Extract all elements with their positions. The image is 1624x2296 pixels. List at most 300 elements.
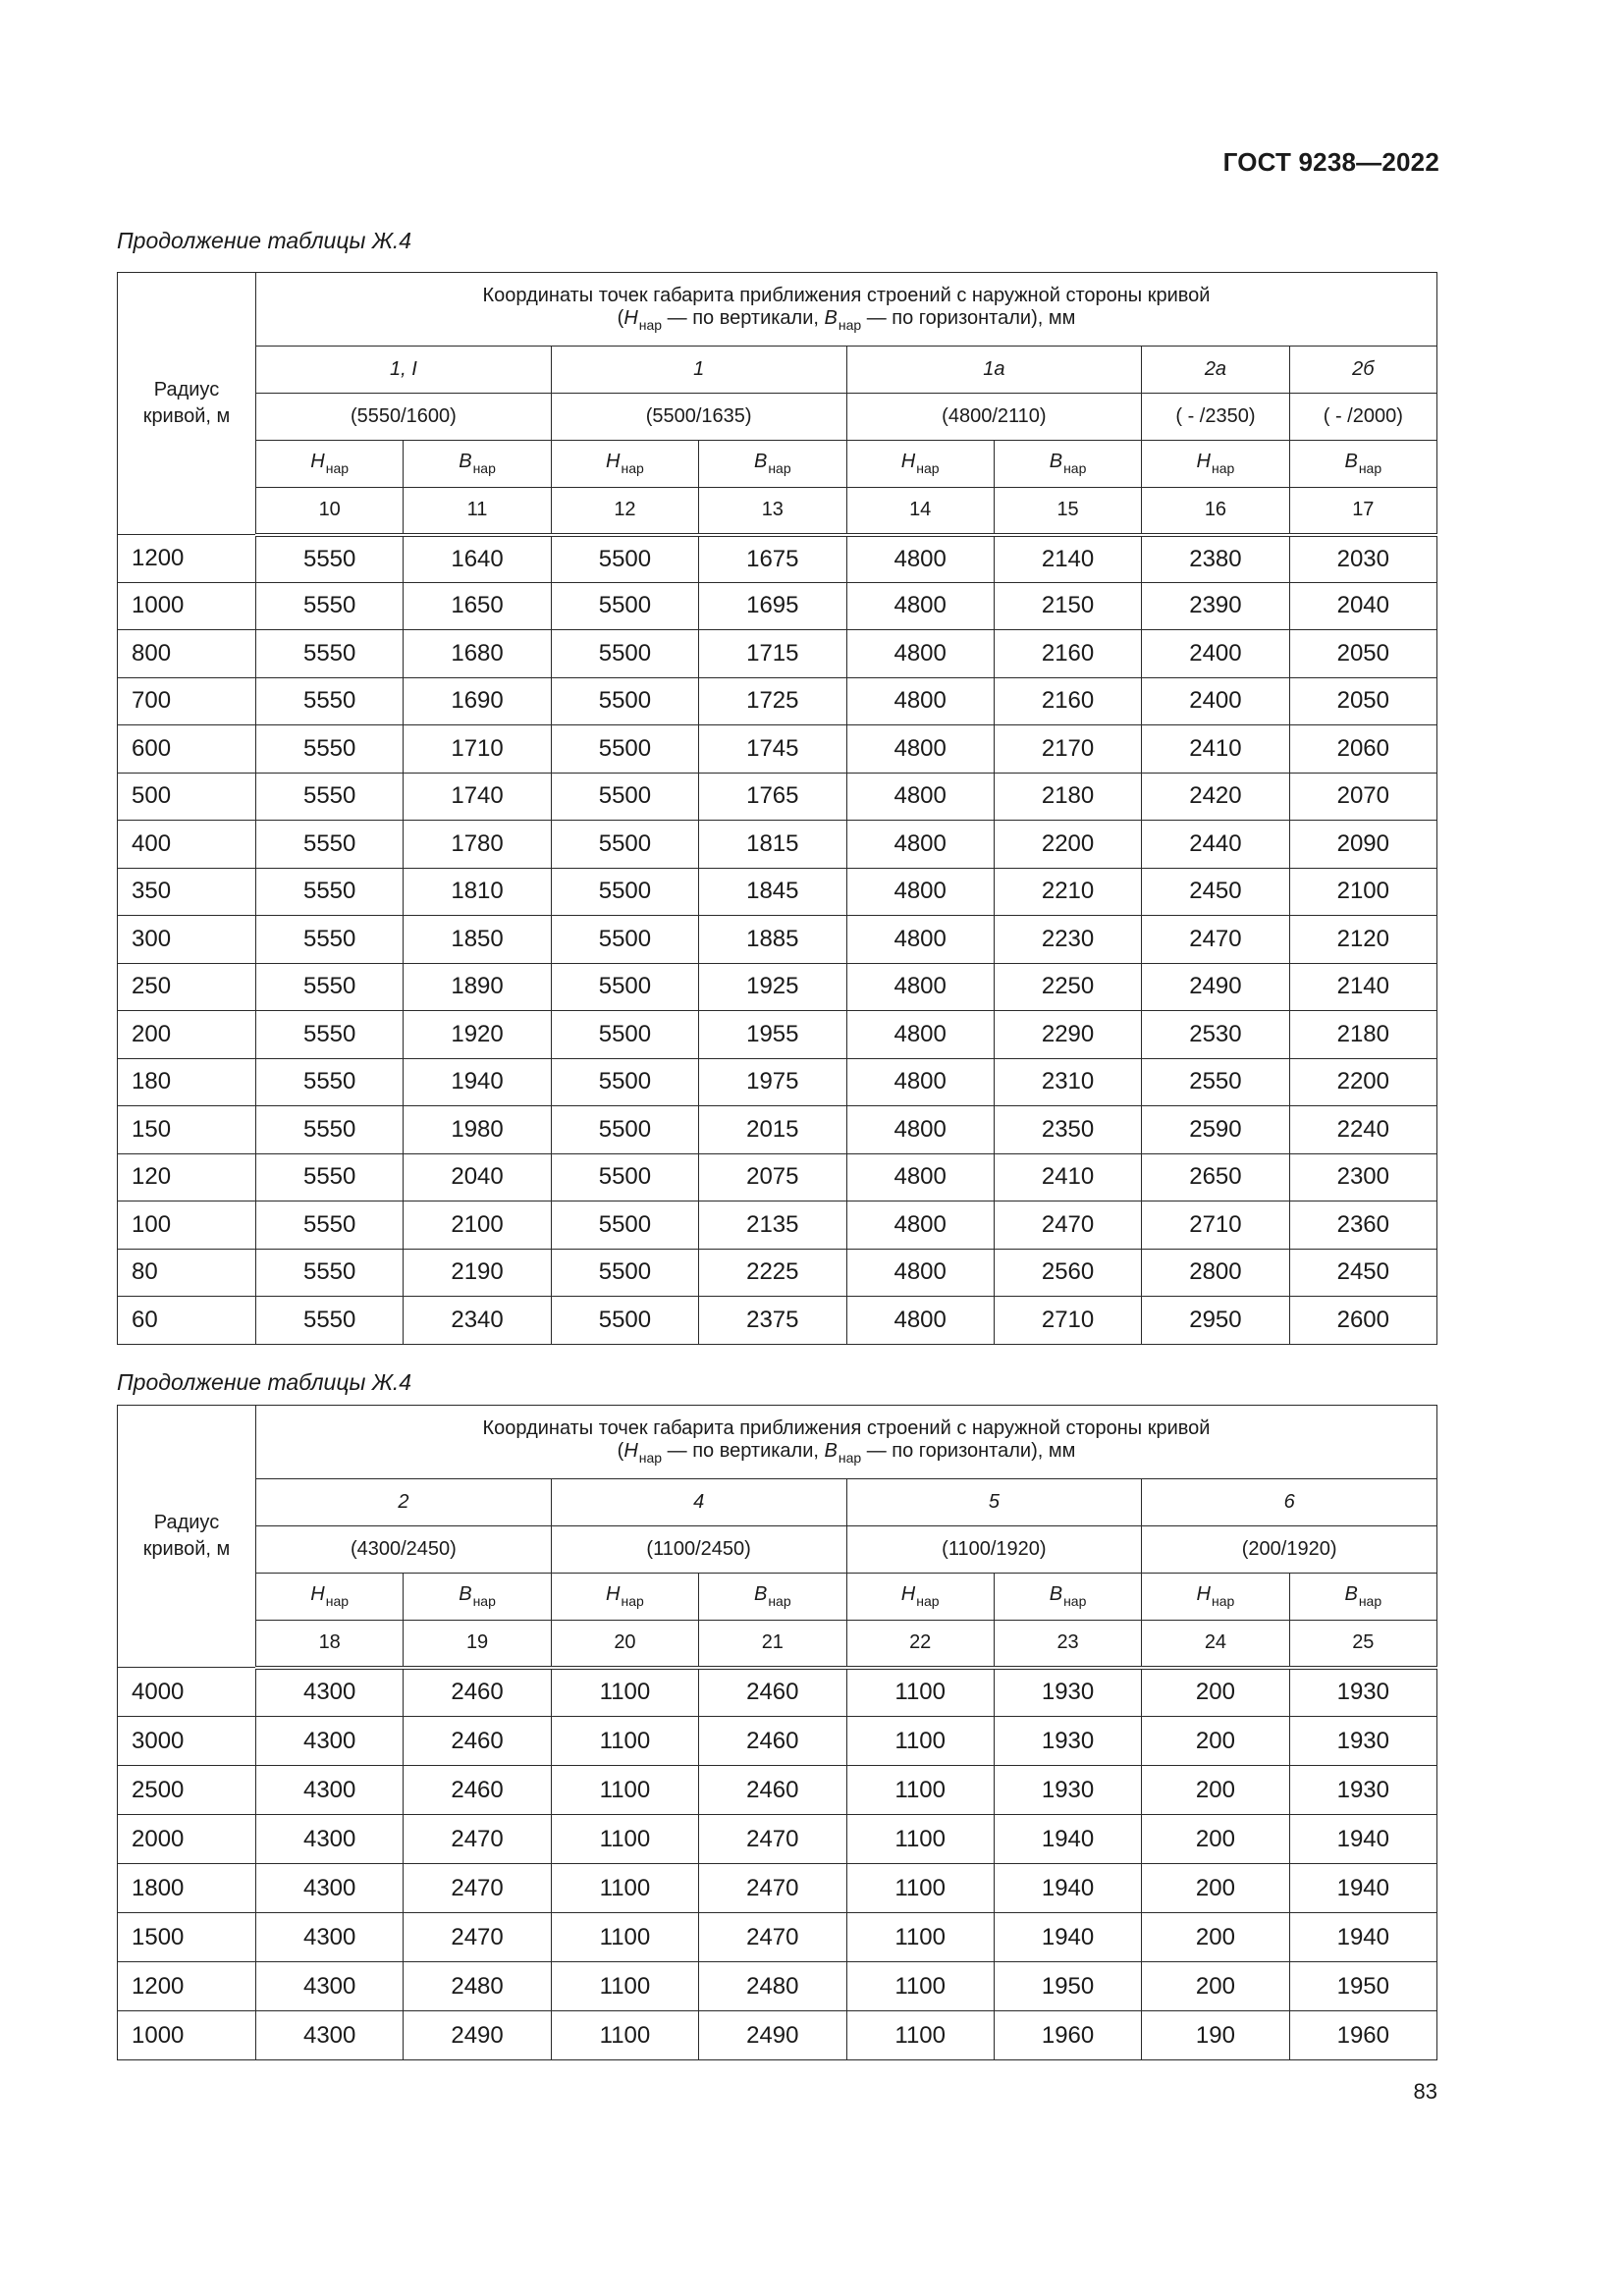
value-cell: 1930 xyxy=(994,1717,1141,1766)
value-cell: 2040 xyxy=(404,1153,551,1201)
title-end: — по горизонтали), мм xyxy=(861,307,1076,330)
page-number: 83 xyxy=(1413,2079,1437,2104)
value-cell: 2470 xyxy=(1142,916,1289,964)
table-row xyxy=(118,1766,1437,1815)
column-number: 21 xyxy=(699,1621,846,1668)
value-cell: 5500 xyxy=(551,1249,698,1297)
value-cell: 5550 xyxy=(256,1153,404,1201)
table-row xyxy=(118,1106,1437,1154)
value-cell: 2170 xyxy=(994,725,1141,774)
radius-cell: 400 xyxy=(118,821,256,869)
value-cell: 4800 xyxy=(846,535,994,583)
gauge-table-2 xyxy=(117,1405,1437,2060)
coordinate-symbol xyxy=(1289,1574,1436,1621)
value-cell: 5500 xyxy=(551,1153,698,1201)
value-cell: 1100 xyxy=(551,1668,698,1717)
group-label: 1 xyxy=(551,347,846,394)
table-row xyxy=(118,821,1437,869)
value-cell: 5500 xyxy=(551,916,698,964)
value-cell: 1930 xyxy=(994,1668,1141,1717)
title-mid: — по вертикали, xyxy=(662,1440,825,1463)
group-label: 1а xyxy=(846,347,1142,394)
symbol-subscript: нар xyxy=(1358,1593,1382,1610)
table-row xyxy=(118,1864,1437,1913)
radius-cell: 700 xyxy=(118,677,256,725)
value-cell: 200 xyxy=(1142,1766,1289,1815)
b-subscript: нар xyxy=(838,1450,862,1467)
coordinates-header xyxy=(256,273,1437,347)
symbol-letter: B xyxy=(1049,1583,1063,1606)
coordinate-symbol xyxy=(846,441,994,488)
coordinate-symbol xyxy=(994,1574,1141,1621)
symbol-subscript: нар xyxy=(916,460,940,477)
value-cell: 5550 xyxy=(256,1011,404,1059)
radius-label-line1: Радиус xyxy=(153,1512,220,1533)
column-number: 11 xyxy=(404,488,551,535)
b-subscript: нар xyxy=(838,317,862,334)
value-cell: 4800 xyxy=(846,1249,994,1297)
group-value: (200/1920) xyxy=(1142,1526,1437,1574)
value-cell: 2050 xyxy=(1289,630,1436,678)
value-cell: 2070 xyxy=(1289,773,1436,821)
table-row xyxy=(118,868,1437,916)
value-cell: 2650 xyxy=(1142,1153,1289,1201)
table-row xyxy=(118,1962,1437,2011)
value-cell: 2490 xyxy=(699,2011,846,2060)
value-cell: 200 xyxy=(1142,1815,1289,1864)
column-number: 16 xyxy=(1142,488,1289,535)
table-2-caption: Продолжение таблицы Ж.4 xyxy=(117,1369,412,1395)
table-2-body xyxy=(118,1668,1437,2060)
symbol-subscript: нар xyxy=(325,1593,350,1610)
value-cell: 4800 xyxy=(846,963,994,1011)
value-cell: 4800 xyxy=(846,916,994,964)
value-cell: 200 xyxy=(1142,1962,1289,2011)
value-cell: 4300 xyxy=(256,1668,404,1717)
value-cell: 2290 xyxy=(994,1011,1141,1059)
value-cell: 1100 xyxy=(846,2011,994,2060)
coordinate-symbol xyxy=(551,441,698,488)
value-cell: 1960 xyxy=(1289,2011,1436,2060)
value-cell: 2380 xyxy=(1142,535,1289,583)
group-value: (5500/1635) xyxy=(551,394,846,441)
radius-cell: 100 xyxy=(118,1201,256,1250)
value-cell: 2180 xyxy=(994,773,1141,821)
value-cell: 1650 xyxy=(404,582,551,630)
radius-label-line2: кривой, м xyxy=(142,1538,231,1560)
value-cell: 1725 xyxy=(699,677,846,725)
value-cell: 1100 xyxy=(551,1913,698,1962)
table-row xyxy=(118,1913,1437,1962)
coordinate-symbol xyxy=(1142,441,1289,488)
value-cell: 2470 xyxy=(699,1815,846,1864)
value-cell: 2160 xyxy=(994,630,1141,678)
value-cell: 2460 xyxy=(699,1766,846,1815)
group-label: 2б xyxy=(1289,347,1436,394)
value-cell: 2710 xyxy=(1142,1201,1289,1250)
coordinate-symbol xyxy=(551,1574,698,1621)
column-number: 17 xyxy=(1289,488,1436,535)
value-cell: 2140 xyxy=(1289,963,1436,1011)
value-cell: 2710 xyxy=(994,1297,1141,1345)
radius-cell: 4000 xyxy=(118,1668,256,1717)
radius-label-line1: Радиус xyxy=(153,379,220,400)
symbol-letter: B xyxy=(1049,451,1063,473)
value-cell: 1940 xyxy=(1289,1864,1436,1913)
value-cell: 2375 xyxy=(699,1297,846,1345)
value-cell: 2470 xyxy=(994,1201,1141,1250)
value-cell: 5550 xyxy=(256,582,404,630)
group-label: 2а xyxy=(1142,347,1289,394)
value-cell: 1100 xyxy=(846,1962,994,2011)
value-cell: 5550 xyxy=(256,535,404,583)
radius-column-header xyxy=(118,1406,256,1668)
coordinate-symbol xyxy=(256,441,404,488)
value-cell: 1940 xyxy=(1289,1913,1436,1962)
value-cell: 1100 xyxy=(551,1864,698,1913)
value-cell: 2460 xyxy=(404,1668,551,1717)
symbol-subscript: нар xyxy=(768,1593,791,1610)
value-cell: 2490 xyxy=(1142,963,1289,1011)
value-cell: 1930 xyxy=(1289,1717,1436,1766)
value-cell: 1815 xyxy=(699,821,846,869)
symbol-letter: B xyxy=(1344,1583,1358,1606)
group-label: 6 xyxy=(1142,1479,1437,1526)
h-symbol: H xyxy=(623,307,638,330)
group-label: 1, I xyxy=(256,347,552,394)
radius-cell: 2000 xyxy=(118,1815,256,1864)
value-cell: 4800 xyxy=(846,677,994,725)
value-cell: 1845 xyxy=(699,868,846,916)
value-cell: 1765 xyxy=(699,773,846,821)
value-cell: 2100 xyxy=(1289,868,1436,916)
value-cell: 1680 xyxy=(404,630,551,678)
radius-cell: 1200 xyxy=(118,1962,256,2011)
value-cell: 2390 xyxy=(1142,582,1289,630)
value-cell: 2250 xyxy=(994,963,1141,1011)
symbol-letter: H xyxy=(1196,451,1211,473)
value-cell: 5550 xyxy=(256,868,404,916)
value-cell: 1100 xyxy=(846,1766,994,1815)
coordinate-symbol xyxy=(994,441,1141,488)
value-cell: 2450 xyxy=(1289,1249,1436,1297)
value-cell: 1850 xyxy=(404,916,551,964)
group-value: (1100/1920) xyxy=(846,1526,1142,1574)
table-row xyxy=(118,1249,1437,1297)
value-cell: 5550 xyxy=(256,1297,404,1345)
value-cell: 5550 xyxy=(256,1106,404,1154)
symbol-letter: H xyxy=(900,1583,916,1606)
group-row xyxy=(118,347,1437,394)
symbol-letter: B xyxy=(753,451,768,473)
value-cell: 1740 xyxy=(404,773,551,821)
value-cell: 1100 xyxy=(551,1766,698,1815)
symbol-subscript: нар xyxy=(1212,460,1235,477)
table-row xyxy=(118,1201,1437,1250)
value-cell: 5550 xyxy=(256,725,404,774)
value-cell: 5550 xyxy=(256,773,404,821)
value-cell: 5500 xyxy=(551,1106,698,1154)
group-value: (4800/2110) xyxy=(846,394,1142,441)
value-cell: 2800 xyxy=(1142,1249,1289,1297)
radius-cell: 500 xyxy=(118,773,256,821)
value-cell: 1950 xyxy=(1289,1962,1436,2011)
group-value: (4300/2450) xyxy=(256,1526,552,1574)
value-cell: 1950 xyxy=(994,1962,1141,2011)
symbol-letter: H xyxy=(606,451,621,473)
coordinates-header xyxy=(256,1406,1437,1479)
value-cell: 4800 xyxy=(846,821,994,869)
h-subscript: нар xyxy=(638,1450,663,1467)
value-cell: 5500 xyxy=(551,868,698,916)
column-number: 22 xyxy=(846,1621,994,1668)
value-cell: 5550 xyxy=(256,1058,404,1106)
value-cell: 4300 xyxy=(256,1815,404,1864)
value-cell: 2180 xyxy=(1289,1011,1436,1059)
value-cell: 1100 xyxy=(551,1962,698,2011)
value-cell: 1955 xyxy=(699,1011,846,1059)
coordinate-symbol xyxy=(256,1574,404,1621)
value-cell: 2350 xyxy=(994,1106,1141,1154)
value-cell: 5500 xyxy=(551,773,698,821)
table-row xyxy=(118,535,1437,583)
coordinates-title-line2 xyxy=(256,307,1436,333)
column-number: 25 xyxy=(1289,1621,1436,1668)
value-cell: 5500 xyxy=(551,963,698,1011)
table-row xyxy=(118,1717,1437,1766)
value-cell: 1100 xyxy=(551,1815,698,1864)
value-cell: 4800 xyxy=(846,1153,994,1201)
group-row xyxy=(118,1479,1437,1526)
value-cell: 1675 xyxy=(699,535,846,583)
value-cell: 5550 xyxy=(256,1249,404,1297)
radius-cell: 2500 xyxy=(118,1766,256,1815)
column-number: 24 xyxy=(1142,1621,1289,1668)
radius-cell: 1800 xyxy=(118,1864,256,1913)
value-cell: 1715 xyxy=(699,630,846,678)
group-value: ( - /2350) xyxy=(1142,394,1289,441)
coordinate-symbol xyxy=(404,441,551,488)
column-numbers-row xyxy=(118,488,1437,535)
value-cell: 2410 xyxy=(1142,725,1289,774)
radius-cell: 200 xyxy=(118,1011,256,1059)
value-cell: 1920 xyxy=(404,1011,551,1059)
value-cell: 4800 xyxy=(846,1011,994,1059)
value-cell: 1695 xyxy=(699,582,846,630)
value-cell: 2190 xyxy=(404,1249,551,1297)
value-cell: 2480 xyxy=(404,1962,551,2011)
value-cell: 2230 xyxy=(994,916,1141,964)
value-cell: 2460 xyxy=(699,1668,846,1717)
value-cell: 2040 xyxy=(1289,582,1436,630)
radius-cell: 80 xyxy=(118,1249,256,1297)
value-cell: 1930 xyxy=(1289,1668,1436,1717)
value-cell: 2490 xyxy=(404,2011,551,2060)
value-cell: 1940 xyxy=(994,1815,1141,1864)
value-cell: 2530 xyxy=(1142,1011,1289,1059)
value-cell: 2480 xyxy=(699,1962,846,2011)
value-cell: 2140 xyxy=(994,535,1141,583)
value-cell: 5500 xyxy=(551,535,698,583)
value-cell: 2210 xyxy=(994,868,1141,916)
table-row xyxy=(118,1058,1437,1106)
value-cell: 2420 xyxy=(1142,773,1289,821)
value-cell: 2470 xyxy=(404,1864,551,1913)
symbol-letter: H xyxy=(606,1583,621,1606)
table-row xyxy=(118,1011,1437,1059)
table-row xyxy=(118,1815,1437,1864)
radius-cell: 600 xyxy=(118,725,256,774)
symbol-subscript: нар xyxy=(768,460,791,477)
value-cell: 2460 xyxy=(404,1766,551,1815)
b-symbol: B xyxy=(824,1440,838,1463)
symbol-subscript: нар xyxy=(1063,1593,1087,1610)
symbol-subscript: нар xyxy=(472,460,496,477)
value-cell: 1930 xyxy=(1289,1766,1436,1815)
value-cell: 4300 xyxy=(256,1864,404,1913)
title-end: — по горизонтали), мм xyxy=(861,1440,1076,1463)
value-cell: 2310 xyxy=(994,1058,1141,1106)
value-cell: 2470 xyxy=(699,1913,846,1962)
symbols-row xyxy=(118,441,1437,488)
value-cell: 5550 xyxy=(256,677,404,725)
table-row xyxy=(118,725,1437,774)
symbol-letter: H xyxy=(900,451,916,473)
h-subscript: нар xyxy=(638,317,663,334)
value-cell: 2360 xyxy=(1289,1201,1436,1250)
coordinate-symbol xyxy=(1289,441,1436,488)
group-value: (5550/1600) xyxy=(256,394,552,441)
coordinate-symbol xyxy=(699,1574,846,1621)
value-cell: 1100 xyxy=(846,1864,994,1913)
value-cell: 1745 xyxy=(699,725,846,774)
value-cell: 200 xyxy=(1142,1668,1289,1717)
value-cell: 2100 xyxy=(404,1201,551,1250)
value-cell: 4300 xyxy=(256,1717,404,1766)
value-cell: 2135 xyxy=(699,1201,846,1250)
value-cell: 1780 xyxy=(404,821,551,869)
value-cell: 2460 xyxy=(404,1717,551,1766)
table-row xyxy=(118,1153,1437,1201)
coordinate-symbol xyxy=(846,1574,994,1621)
radius-cell: 180 xyxy=(118,1058,256,1106)
value-cell: 2470 xyxy=(404,1815,551,1864)
value-cell: 5500 xyxy=(551,1058,698,1106)
value-cell: 2470 xyxy=(699,1864,846,1913)
radius-cell: 1000 xyxy=(118,2011,256,2060)
value-cell: 2075 xyxy=(699,1153,846,1201)
table-1-caption: Продолжение таблицы Ж.4 xyxy=(117,228,412,253)
document-code: ГОСТ 9238—2022 xyxy=(1222,147,1439,177)
radius-column-header xyxy=(118,273,256,535)
radius-cell: 1000 xyxy=(118,582,256,630)
value-cell: 1100 xyxy=(551,1717,698,1766)
table-row xyxy=(118,2011,1437,2060)
symbol-subscript: нар xyxy=(621,460,644,477)
value-cell: 1890 xyxy=(404,963,551,1011)
value-cell: 2090 xyxy=(1289,821,1436,869)
table-row xyxy=(118,677,1437,725)
radius-cell: 120 xyxy=(118,1153,256,1201)
value-cell: 1810 xyxy=(404,868,551,916)
value-cell: 5550 xyxy=(256,821,404,869)
symbol-letter: B xyxy=(1344,451,1358,473)
value-cell: 2400 xyxy=(1142,630,1289,678)
group-label: 5 xyxy=(846,1479,1142,1526)
coordinates-title-line2 xyxy=(256,1440,1436,1466)
value-cell: 4800 xyxy=(846,1201,994,1250)
value-cell: 2200 xyxy=(1289,1058,1436,1106)
group-values-row xyxy=(118,394,1437,441)
symbols-row xyxy=(118,1574,1437,1621)
group-label: 2 xyxy=(256,1479,552,1526)
symbol-letter: B xyxy=(459,1583,472,1606)
value-cell: 2120 xyxy=(1289,916,1436,964)
symbol-subscript: нар xyxy=(472,1593,496,1610)
value-cell: 5500 xyxy=(551,821,698,869)
value-cell: 1940 xyxy=(994,1913,1141,1962)
value-cell: 200 xyxy=(1142,1913,1289,1962)
column-number: 18 xyxy=(256,1621,404,1668)
value-cell: 190 xyxy=(1142,2011,1289,2060)
value-cell: 1975 xyxy=(699,1058,846,1106)
title-open: ( xyxy=(617,307,624,330)
group-value: ( - /2000) xyxy=(1289,394,1436,441)
value-cell: 4800 xyxy=(846,1106,994,1154)
value-cell: 200 xyxy=(1142,1717,1289,1766)
coordinate-symbol xyxy=(699,441,846,488)
value-cell: 2410 xyxy=(994,1153,1141,1201)
value-cell: 4800 xyxy=(846,1058,994,1106)
value-cell: 1940 xyxy=(404,1058,551,1106)
value-cell: 1640 xyxy=(404,535,551,583)
radius-cell: 1200 xyxy=(118,535,256,583)
table-row xyxy=(118,1668,1437,1717)
symbol-subscript: нар xyxy=(916,1593,940,1610)
column-number: 15 xyxy=(994,488,1141,535)
radius-cell: 300 xyxy=(118,916,256,964)
value-cell: 5550 xyxy=(256,630,404,678)
b-symbol: B xyxy=(824,307,838,330)
column-number: 12 xyxy=(551,488,698,535)
value-cell: 2560 xyxy=(994,1249,1141,1297)
value-cell: 1940 xyxy=(1289,1815,1436,1864)
symbol-subscript: нар xyxy=(1063,460,1087,477)
table-row xyxy=(118,963,1437,1011)
value-cell: 5550 xyxy=(256,1201,404,1250)
value-cell: 1960 xyxy=(994,2011,1141,2060)
value-cell: 5500 xyxy=(551,1297,698,1345)
value-cell: 1940 xyxy=(994,1864,1141,1913)
value-cell: 1100 xyxy=(846,1668,994,1717)
column-number: 13 xyxy=(699,488,846,535)
value-cell: 2240 xyxy=(1289,1106,1436,1154)
value-cell: 2440 xyxy=(1142,821,1289,869)
radius-cell: 1500 xyxy=(118,1913,256,1962)
coordinate-symbol xyxy=(404,1574,551,1621)
value-cell: 1690 xyxy=(404,677,551,725)
title-open: ( xyxy=(617,1440,624,1463)
value-cell: 2470 xyxy=(404,1913,551,1962)
table-row xyxy=(118,630,1437,678)
coordinate-symbol xyxy=(1142,1574,1289,1621)
value-cell: 1100 xyxy=(846,1815,994,1864)
value-cell: 2340 xyxy=(404,1297,551,1345)
value-cell: 2160 xyxy=(994,677,1141,725)
radius-cell: 350 xyxy=(118,868,256,916)
value-cell: 5500 xyxy=(551,582,698,630)
value-cell: 2450 xyxy=(1142,868,1289,916)
